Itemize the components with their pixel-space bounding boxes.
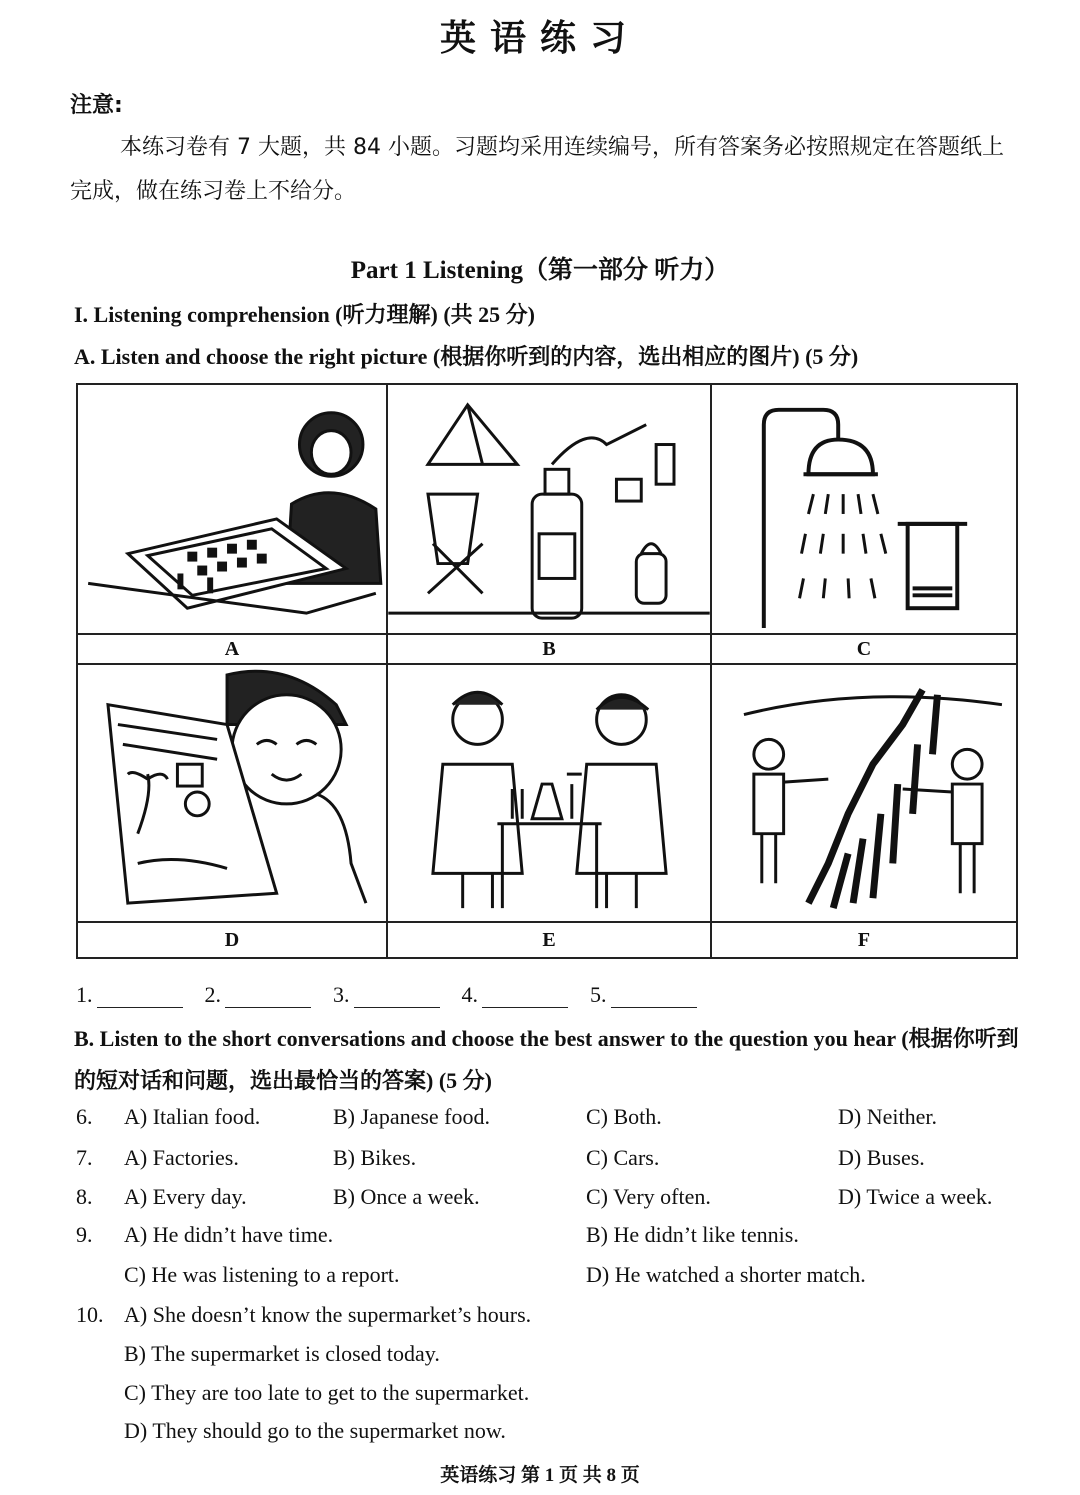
chess-girl-icon xyxy=(78,385,386,633)
option-b[interactable]: B) Once a week. xyxy=(333,1184,480,1209)
answer-blanks xyxy=(76,982,697,1008)
picture-label-c: C xyxy=(712,635,1016,665)
option-d[interactable]: D) They should go to the supermarket now. xyxy=(124,1418,506,1443)
option-b[interactable]: B) He didn’t like tennis. xyxy=(586,1222,799,1247)
question-number: 9. xyxy=(76,1222,93,1247)
picture-grid xyxy=(76,383,1018,959)
answer-blank-1[interactable]: 1. xyxy=(76,982,183,1008)
option-b[interactable]: B) Bikes. xyxy=(333,1145,417,1170)
option-c[interactable]: C) Cars. xyxy=(586,1145,660,1170)
scientists-lab-icon xyxy=(388,665,710,921)
notice-text: 本练习卷有 7 大题，共 84 小题。习题均采用连续编号，所有答案务必按照规定在答题纸上完成，做在练习卷上不给分。 xyxy=(70,135,1004,204)
section-heading-A: A. Listen and choose the right picture (根据你听到的内容，选出相应的图片) (5 分) xyxy=(74,344,859,369)
picture-f xyxy=(712,665,1016,923)
picture-a xyxy=(78,385,388,635)
part-title: Part 1 Listening（第一部分 听力） xyxy=(350,257,730,284)
answer-blank-2[interactable]: 2. xyxy=(205,982,312,1008)
picture-label-f: F xyxy=(857,928,871,951)
option-d[interactable]: D) He watched a shorter match. xyxy=(586,1262,866,1287)
answer-blank-5[interactable]: 5. xyxy=(590,982,697,1008)
option-d[interactable]: D) Twice a week. xyxy=(838,1184,993,1209)
option-a[interactable]: A) Factories. xyxy=(124,1145,239,1170)
question-number: 7. xyxy=(76,1145,93,1170)
picture-b xyxy=(388,385,712,635)
option-b[interactable]: B) Japanese food. xyxy=(333,1104,491,1129)
option-a[interactable]: A) She doesn’t know the supermarket’s hours. xyxy=(124,1302,532,1327)
page-footer: 英语练习 第 1 页 共 8 页 xyxy=(440,1465,640,1486)
picture-e xyxy=(388,665,712,923)
option-a[interactable]: A) He didn’t have time. xyxy=(124,1222,334,1247)
picture-label-e: E xyxy=(388,923,712,957)
picture-label-d: D xyxy=(78,923,388,957)
section-heading-B: B. Listen to the short conversations and choose the best answer to the question you hear (根据你听到的短对话和问题，选出最恰当的答案) (5 分) xyxy=(74,1026,1019,1093)
fence-argument-icon xyxy=(712,665,1016,921)
picture-d xyxy=(78,665,388,923)
answer-blank-4[interactable]: 4. xyxy=(462,982,569,1008)
option-d[interactable]: D) Buses. xyxy=(838,1145,925,1170)
picture-c xyxy=(712,385,1016,635)
notice-label: 注意: xyxy=(70,93,123,118)
question-number: 10. xyxy=(76,1302,104,1327)
camping-gas-icon xyxy=(388,385,710,633)
option-a[interactable]: A) Every day. xyxy=(124,1184,247,1209)
option-c[interactable]: C) Very often. xyxy=(586,1184,711,1209)
option-a[interactable]: A) Italian food. xyxy=(124,1104,261,1129)
question-number: 6. xyxy=(76,1104,93,1129)
option-b[interactable]: B) The supermarket is closed today. xyxy=(124,1341,440,1366)
postcard-girl-icon xyxy=(78,665,386,921)
page-title: 英语练习 xyxy=(439,18,640,59)
section-heading-I: I. Listening comprehension (听力理解) (共 25 分) xyxy=(74,302,535,327)
picture-label-b: B xyxy=(388,635,712,665)
shower-icon xyxy=(712,385,1016,633)
option-d[interactable]: D) Neither. xyxy=(838,1104,937,1129)
picture-label-a: A xyxy=(78,635,388,665)
option-c[interactable]: C) They are too late to get to the supermarket. xyxy=(124,1380,530,1405)
option-c[interactable]: C) Both. xyxy=(586,1104,662,1129)
option-c[interactable]: C) He was listening to a report. xyxy=(124,1262,400,1287)
question-number: 8. xyxy=(76,1184,93,1209)
answer-blank-3[interactable]: 3. xyxy=(333,982,440,1008)
